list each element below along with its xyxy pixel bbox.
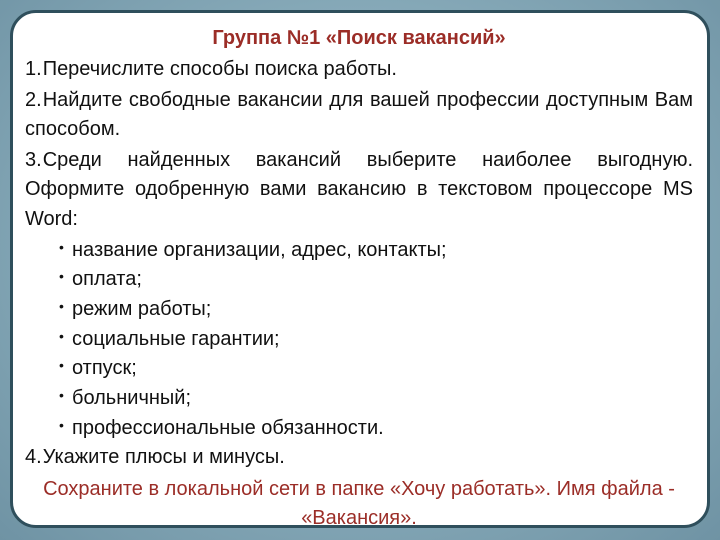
- task-item-1: [25, 55, 693, 85]
- list-item: [59, 236, 693, 266]
- task-number: 3.: [25, 148, 42, 171]
- slide-title: Группа №1 «Поиск вакансий»: [212, 27, 506, 49]
- task-card: [10, 10, 710, 528]
- task-text: Найдите свободные вакансии для вашей профессии доступным Вам способом.: [25, 88, 693, 141]
- bullet-icon: •: [59, 268, 64, 285]
- bullet-icon: •: [59, 357, 64, 374]
- list-item-text: режим работы;: [72, 297, 212, 320]
- bullet-icon: •: [59, 327, 64, 344]
- bullet-icon: •: [59, 387, 64, 404]
- bullet-icon: •: [59, 238, 64, 255]
- task-number: 1.: [25, 58, 42, 80]
- list-item: [59, 325, 693, 355]
- task-text: Перечислите способы поиска работы.: [42, 58, 397, 80]
- task-number: 4.: [25, 446, 42, 469]
- list-item-text: название организации, адрес, контакты;: [72, 238, 447, 261]
- list-item: [59, 414, 693, 444]
- list-item: [59, 265, 693, 295]
- bullet-icon: •: [59, 297, 64, 314]
- list-item: [59, 384, 693, 414]
- list-item: [59, 354, 693, 384]
- save-instruction: Сохраните в локальной сети в папке «Хочу работать». Имя файла - «Вакансия».: [43, 478, 675, 530]
- list-item-text: социальные гарантии;: [72, 327, 280, 350]
- task-item-3: [25, 146, 693, 235]
- task-number: 2.: [25, 88, 42, 111]
- task-item-2: [25, 86, 693, 145]
- task-item-4: [25, 443, 693, 473]
- list-item-text: оплата;: [72, 268, 142, 291]
- list-item-text: отпуск;: [72, 357, 137, 380]
- bullet-icon: •: [59, 416, 64, 433]
- list-item-text: профессиональные обязанности.: [72, 416, 384, 439]
- requirements-list: [25, 236, 693, 444]
- task-text: Среди найденных вакансий выберите наиболее выгодную. Оформите одобренную вами вакансию в текстовом процессоре MS Word:: [25, 148, 693, 230]
- list-item: [59, 295, 693, 325]
- list-item-text: больничный;: [72, 387, 192, 410]
- task-text: Укажите плюсы и минусы.: [42, 446, 285, 469]
